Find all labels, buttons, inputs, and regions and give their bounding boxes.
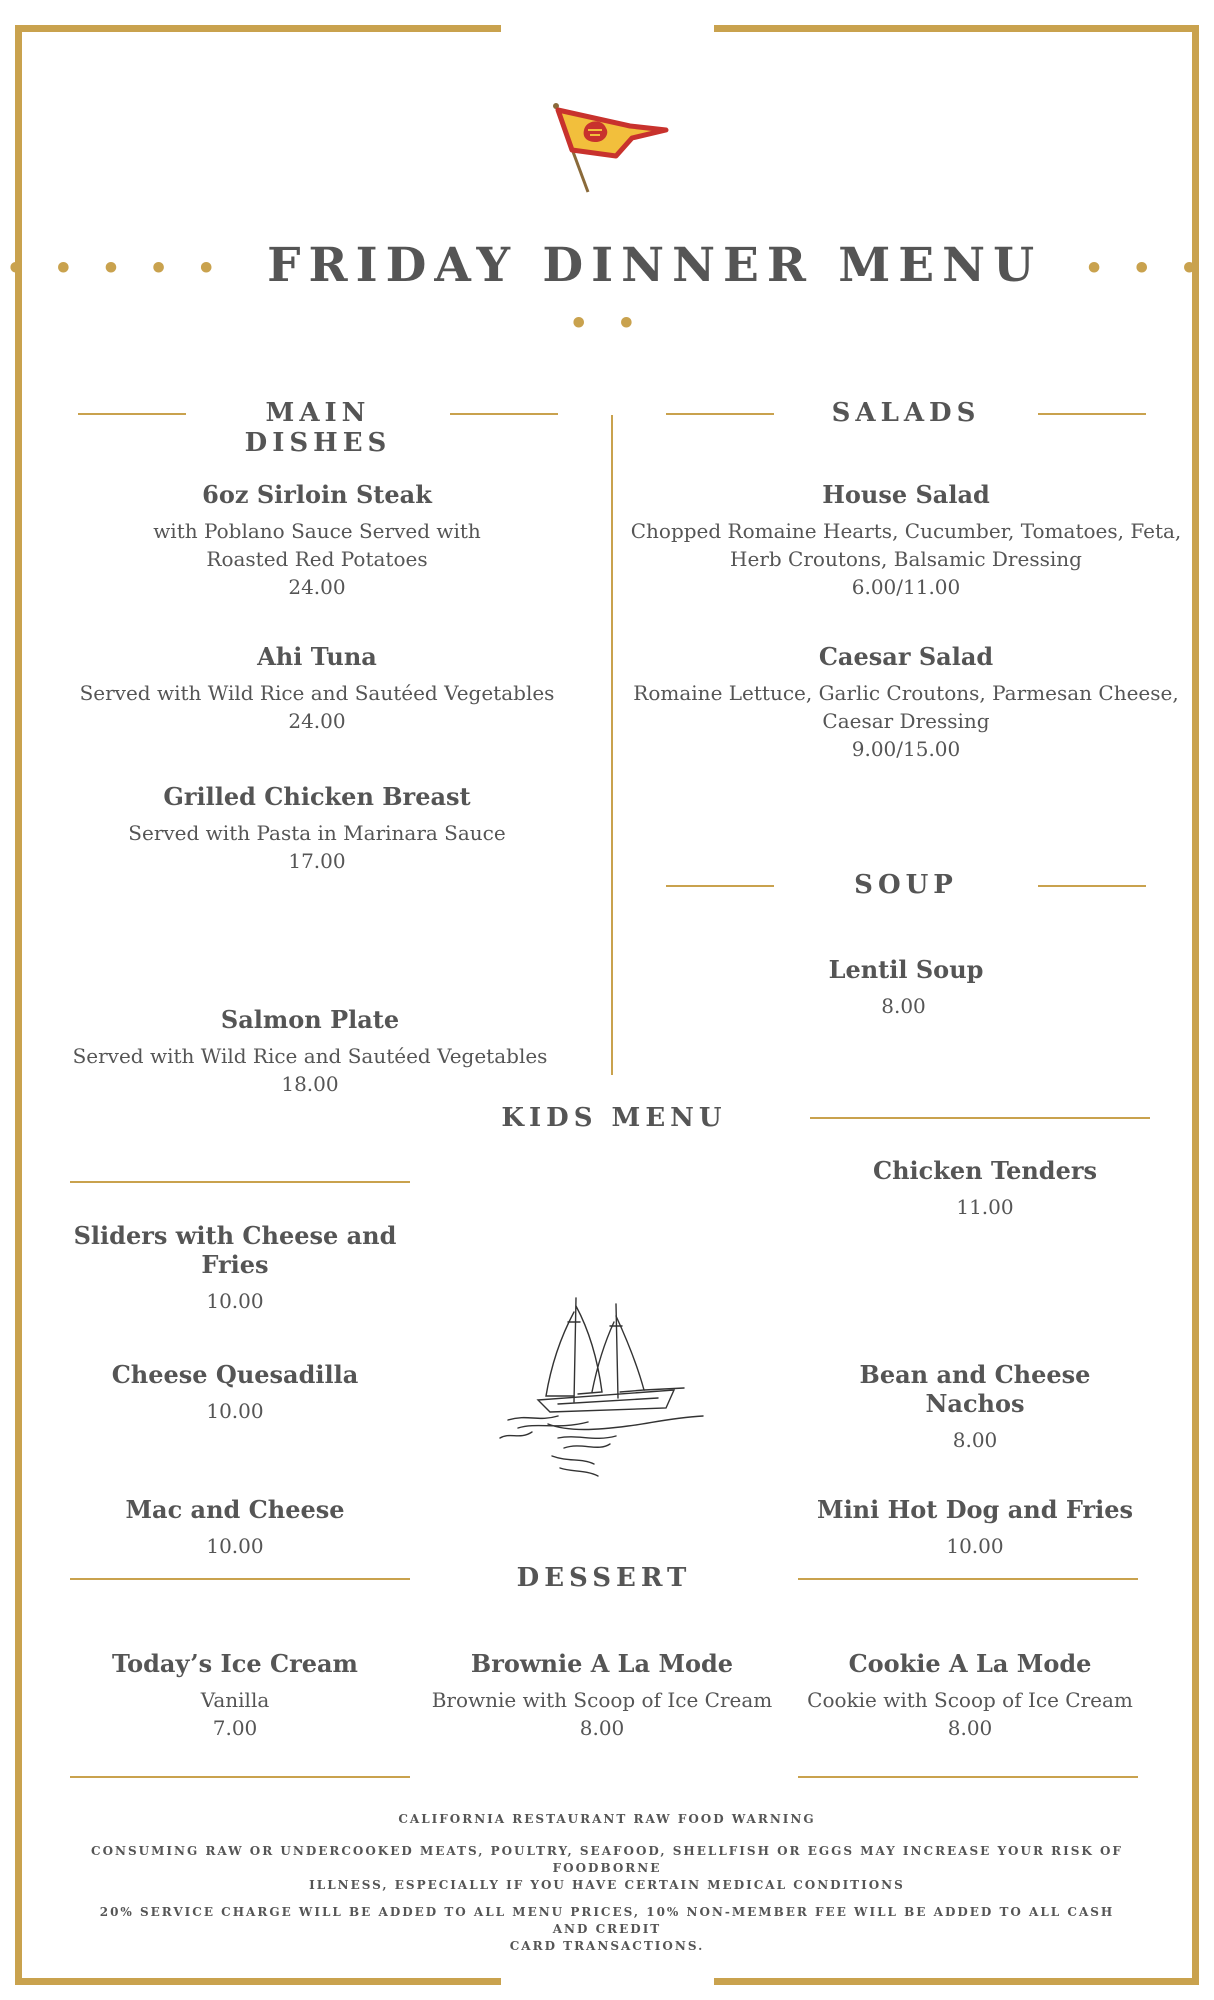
menu-item [67,782,567,875]
item-price: 10.00 [206,1534,264,1558]
menu-item [55,1221,415,1315]
item-name: Sliders with Cheese and Fries [73,1221,397,1279]
menu-item [626,642,1186,763]
menu-item [726,955,1086,1020]
item-price: 18.00 [281,1072,339,1096]
item-description: Caesar Dressing [822,709,990,733]
item-name: Cookie A La Mode [848,1649,1092,1678]
page-title [0,238,1214,348]
item-price: 24.00 [288,709,346,733]
main-dishes-rule-right [450,413,558,415]
item-price: 8.00 [947,1716,993,1740]
item-description: Served with Pasta in Marinara Sauce [128,821,506,845]
soup-rule-left [666,885,774,887]
item-price: 17.00 [288,849,346,873]
soup-rule-right [1038,885,1146,887]
item-name: Today’s Ice Cream [112,1649,358,1678]
menu-item [75,1495,395,1560]
raw-food-warning-title: CALIFORNIA RESTAURANT RAW FOOD WARNING [398,1812,816,1826]
kids-menu-heading: KIDS MENU [501,1103,727,1133]
menu-item [422,1649,782,1742]
item-description: with Poblano Sauce Served with [153,519,481,543]
raw-food-warning-line: ILLNESS, ESPECIALLY IF YOU HAVE CERTAIN MEDICAL CONDITIONS [309,1878,905,1892]
item-price: 24.00 [288,575,346,599]
main-dishes-heading: MAIN DISHES [244,398,392,458]
menu-item [790,1649,1150,1742]
footer-rule-left [70,1776,410,1778]
item-name: Salmon Plate [220,1005,400,1034]
kids-rule-left [70,1181,410,1183]
item-name: 6oz Sirloin Steak [202,480,432,509]
item-name: Brownie A La Mode [470,1649,734,1678]
title-text: FRIDAY DINNER MENU [267,238,1043,293]
item-name: Chicken Tenders [872,1156,1097,1185]
frame-top-right [714,25,1199,32]
item-name: Grilled Chicken Breast [163,782,471,811]
item-name: House Salad [822,480,990,509]
menu-item [55,1649,415,1742]
menu-item [815,1360,1135,1454]
frame-bottom-left [15,1978,501,1985]
footer-rule-right [798,1776,1138,1778]
service-charge-notice [90,1904,1124,1955]
service-charge-line: CARD TRANSACTIONS. [509,1939,705,1953]
title-dots-right: • • • • • [569,251,1208,342]
salads-heading: SALADS [831,398,981,428]
menu-item [825,1156,1145,1221]
item-price: 10.00 [946,1534,1004,1558]
item-price: 11.00 [956,1195,1014,1219]
sailboat-sketch-icon [498,1292,710,1482]
item-name: Mini Hot Dog and Fries [817,1495,1133,1524]
item-description: Brownie with Scoop of Ice Cream [431,1688,773,1712]
dessert-rule-left [70,1578,410,1580]
item-price: 8.00 [579,1716,625,1740]
menu-item [815,1495,1135,1560]
item-name: Cheese Quesadilla [111,1360,359,1389]
item-name: Mac and Cheese [125,1495,345,1524]
soup-heading: SOUP [854,870,958,900]
item-description: Served with Wild Rice and Sautéed Vegetables [72,1044,548,1068]
title-dots-left: • • • • • [6,251,225,287]
item-name: Lentil Soup [828,955,984,984]
menu-item [626,480,1186,601]
item-price: 10.00 [206,1289,264,1313]
item-price: 8.00 [952,1428,998,1452]
item-description: Served with Wild Rice and Sautéed Vegetables [79,681,555,705]
salads-rule-left [666,413,774,415]
item-description: Herb Croutons, Balsamic Dressing [730,547,1082,571]
item-description: Vanilla [200,1688,270,1712]
service-charge-line: 20% SERVICE CHARGE WILL BE ADDED TO ALL MENU PRICES, 10% NON-MEMBER FEE WILL BE ADDED TO ALL CASH AND CREDIT [99,1905,1115,1936]
item-price: 9.00/15.00 [851,737,961,761]
raw-food-warning-line: CONSUMING RAW OR UNDERCOOKED MEATS, POULTRY, SEAFOOD, SHELLFISH OR EGGS MAY INCREASE YOUR RISK OF FOODBORNE [91,1844,1123,1875]
item-price: 6.00/11.00 [851,575,961,599]
item-name: Ahi Tuna [257,642,377,671]
dessert-rule-right [798,1578,1138,1580]
item-description: Chopped Romaine Hearts, Cucumber, Tomatoes, Feta, [630,519,1182,543]
salads-rule-right [1038,413,1146,415]
menu-item [67,642,567,735]
item-price: 10.00 [206,1399,264,1423]
frame-bottom-right [714,1978,1199,1985]
item-name: Bean and Cheese Nachos [859,1360,1091,1418]
dessert-heading: DESSERT [516,1563,692,1593]
item-description: Romaine Lettuce, Garlic Croutons, Parmesan Cheese, [633,681,1179,705]
item-price: 8.00 [881,994,926,1018]
menu-item [67,480,567,601]
raw-food-warning [90,1843,1124,1894]
item-price: 7.00 [212,1716,258,1740]
burgee-flag-icon [550,100,675,200]
column-divider [611,415,613,1075]
frame-top-left [15,25,501,32]
item-name: Caesar Salad [818,642,994,671]
menu-item [60,1005,560,1098]
main-dishes-rule-left [78,413,186,415]
kids-rule-top-right [810,1117,1150,1119]
item-description: Cookie with Scoop of Ice Cream [807,1688,1133,1712]
item-description: Roasted Red Potatoes [206,547,428,571]
menu-item [75,1360,395,1425]
